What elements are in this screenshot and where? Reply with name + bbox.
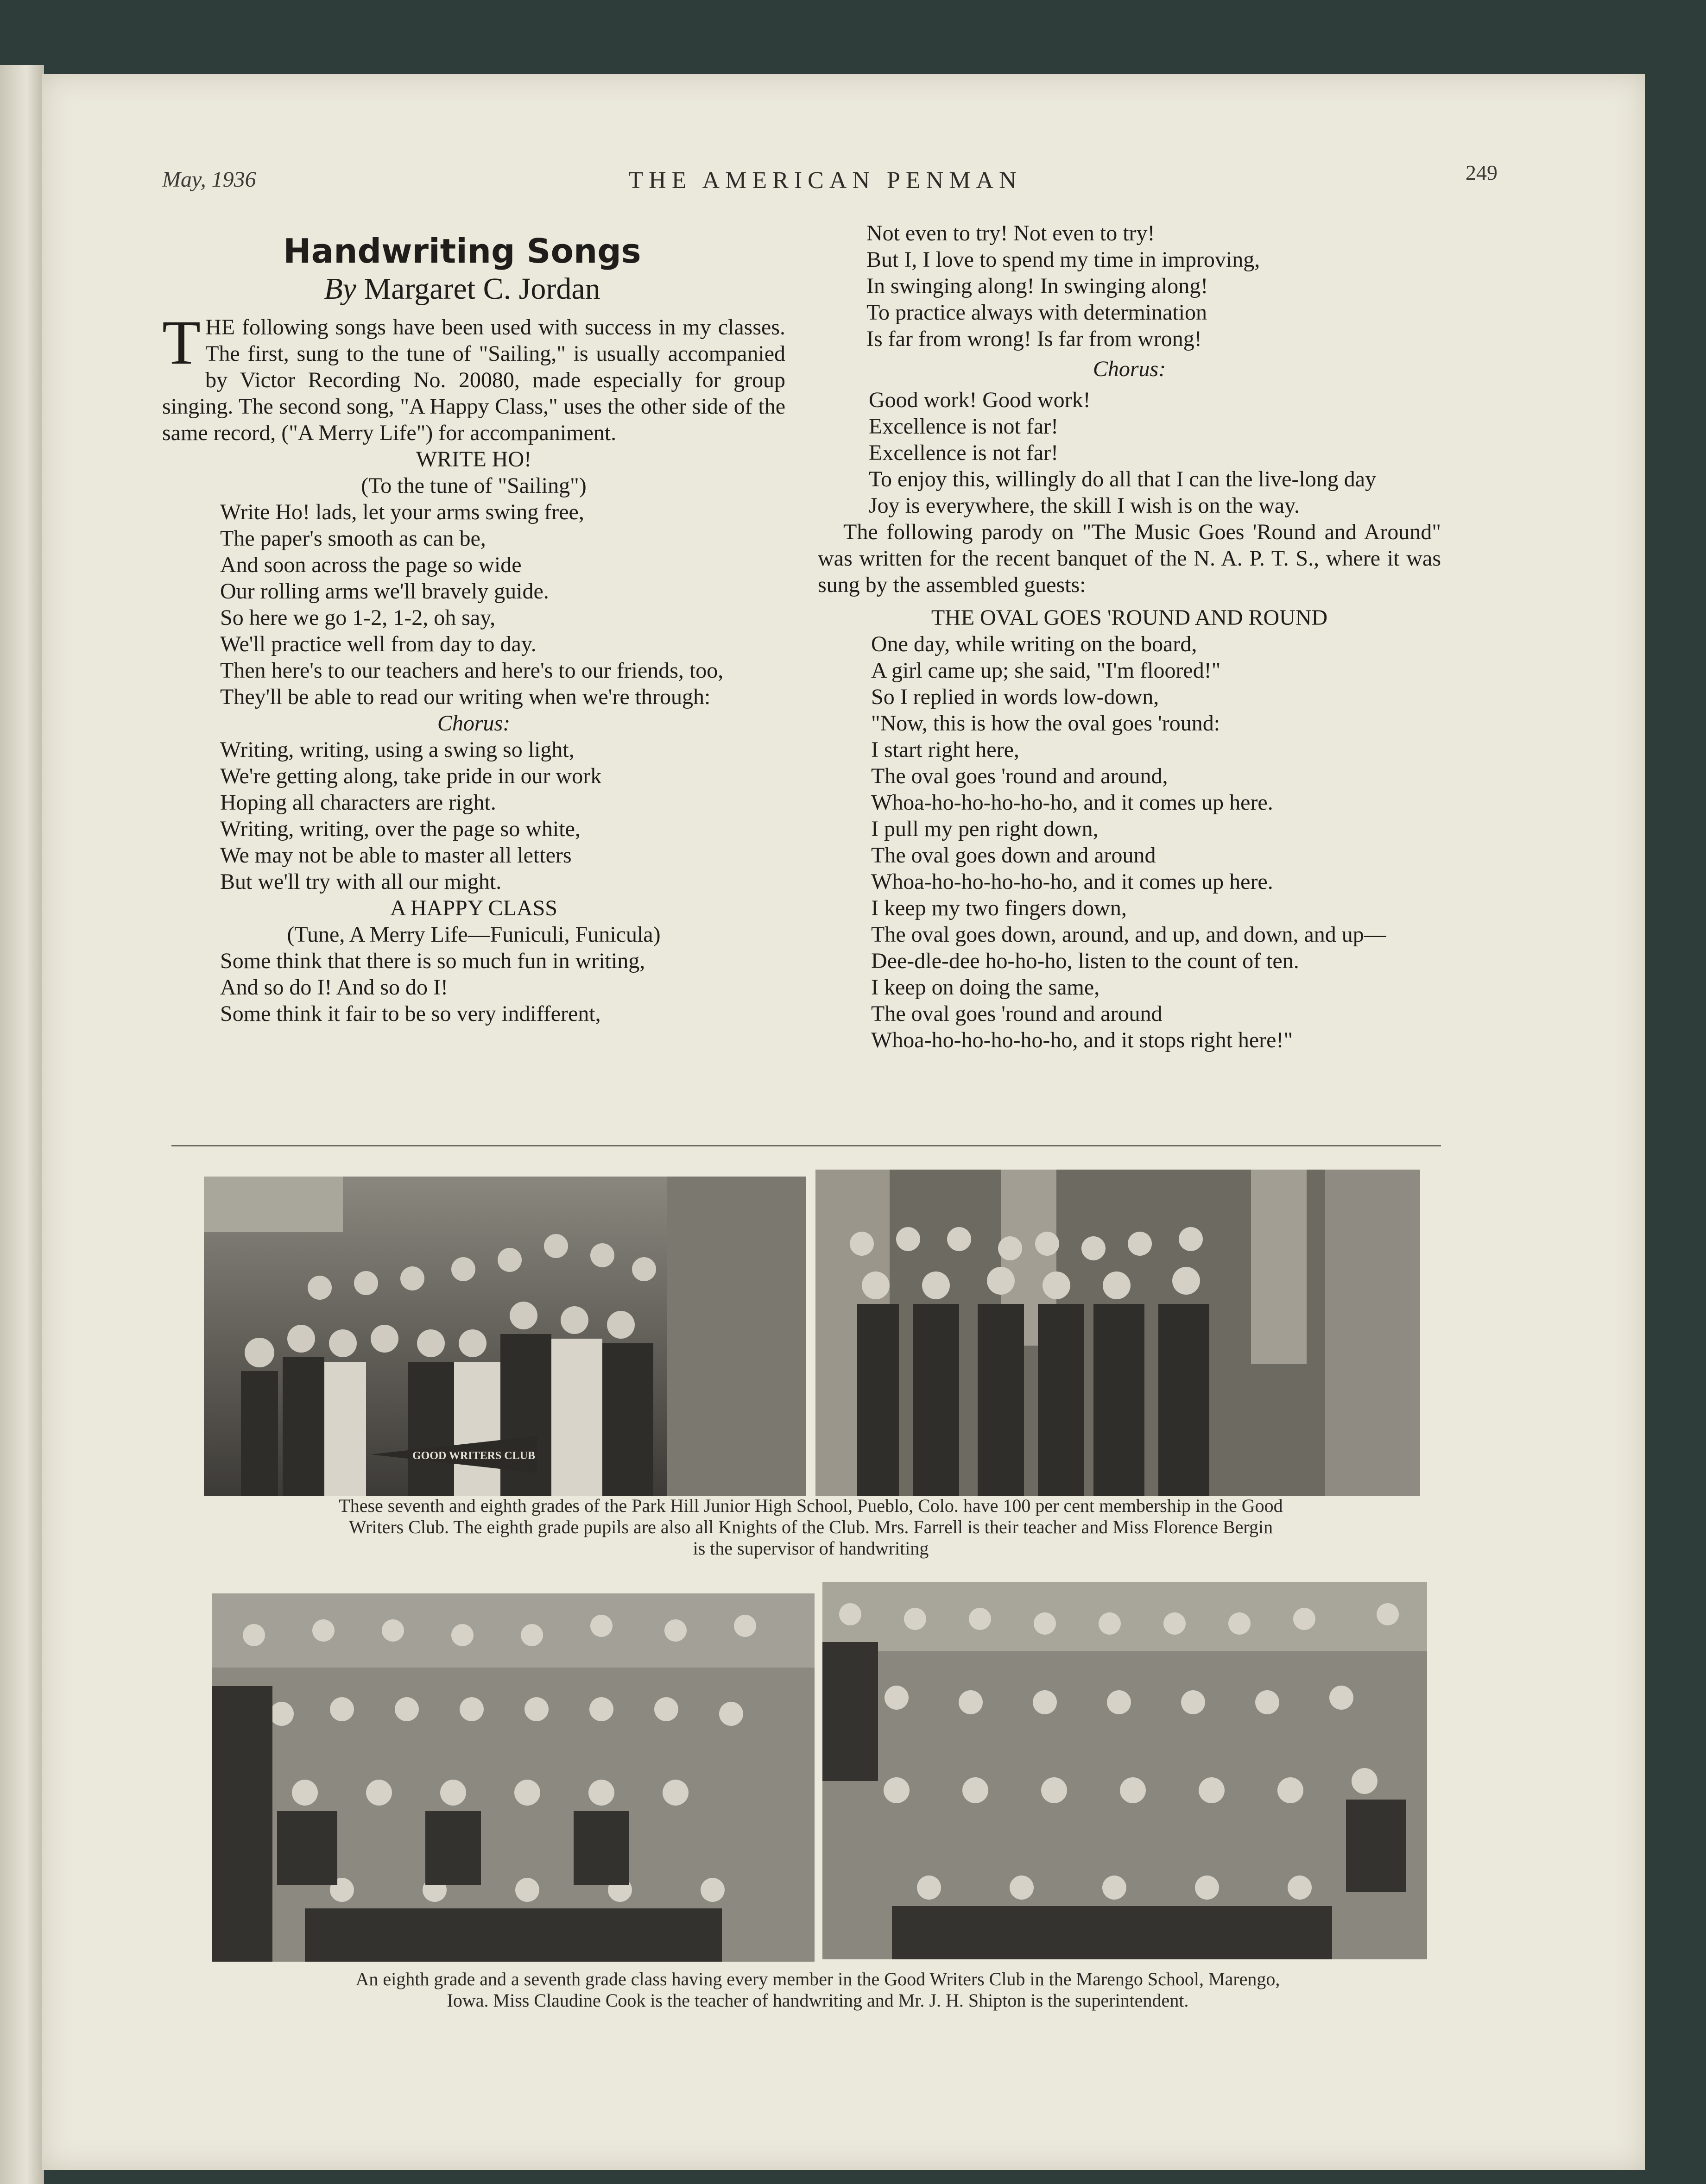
lyric-line: But I, I love to spend my time in improving, [866, 247, 1260, 272]
photo-group-students [204, 1177, 806, 1496]
left-column [162, 232, 785, 1027]
intro-paragraph [162, 308, 785, 446]
lyric-line: Excellence is not far! [869, 441, 1059, 465]
lyric-line: In swinging along! In swinging along! [866, 274, 1208, 298]
class-photo-marengo-left [212, 1593, 815, 1962]
lyric-line: A girl came up; she said, "I'm floored!" [871, 658, 1221, 683]
magazine-title: THE AMERICAN PENMAN [628, 167, 1022, 194]
caption-line: Iowa. Miss Claudine Cook is the teacher of handwriting and Mr. J. H. Shipton is the superintendent. [447, 1990, 1189, 2011]
lyric-line: Some think it fair to be so very indifferent, [220, 1001, 601, 1026]
lyric-line: Excellence is not far! [869, 414, 1059, 439]
page-number: 249 [1466, 161, 1497, 184]
right-column [818, 220, 1441, 1053]
lyric-line: They'll be able to read our writing when we're through: [220, 685, 711, 709]
lyric-line: The oval goes 'round and around, [871, 764, 1168, 788]
lyric-line: So I replied in words low-down, [871, 685, 1159, 709]
photo-caption-marengo [211, 1969, 1425, 2011]
parody-intro: The following parody on "The Music Goes 'Round and Around" was written for the recent banquet of the N. A. P. T. S., where it was sung by the assembled guests: [818, 520, 1441, 597]
lyric-line: I pull my pen right down, [871, 817, 1099, 841]
lyric-line: I keep my two fingers down, [871, 896, 1127, 920]
byline [139, 271, 785, 308]
byline-prefix: By [324, 272, 356, 306]
intro-text: HE following songs have been used with success in my classes. The first, sung to the tune of "Sailing," is usually accompanied by Victor Recording No. 20080, made especially for group singing. The second song, "A Happy Class," uses the other side of the same record, ("A Merry Life") for accompaniment. [162, 315, 785, 445]
lyric-line: "Now, this is how the oval goes 'round: [871, 711, 1220, 736]
lyric-line: Joy is everywhere, the skill I wish is on the way. [869, 493, 1300, 518]
lyric-line: Whoa-ho-ho-ho-ho-ho, and it stops right here!" [871, 1028, 1293, 1052]
lyric-line: But we'll try with all our might. [220, 869, 502, 894]
lyric-line: I keep on doing the same, [871, 975, 1100, 1000]
article-title: Handwriting Songs [283, 232, 641, 271]
lyric-line: Not even to try! Not even to try! [866, 221, 1155, 245]
song-title-happy-class: A HAPPY CLASS [390, 896, 557, 920]
lyric-line: Some think that there is so much fun in writing, [220, 949, 645, 973]
lyric-line: Dee-dle-dee ho-ho-ho, listen to the count of ten. [871, 949, 1299, 973]
lyric-line: Is far from wrong! Is far from wrong! [866, 327, 1202, 351]
song-chorus [162, 736, 785, 895]
binding-spine [0, 65, 44, 2184]
chorus-label: Chorus: [1093, 357, 1166, 381]
lyric-line: I start right here, [871, 737, 1019, 762]
lyric-line: We'll practice well from day to day. [220, 632, 537, 656]
lyric-line: Hoping all characters are right. [220, 790, 496, 815]
song-verse [162, 499, 785, 710]
lyric-line: Writing, writing, over the page so white, [220, 817, 581, 841]
class-photo-park-hill-left [204, 1177, 806, 1496]
lyric-line: The paper's smooth as can be, [220, 526, 486, 551]
pennant-label: GOOD WRITERS CLUB [412, 1450, 535, 1462]
drop-cap: T [162, 308, 201, 378]
caption-line: These seventh and eighth grades of the Park Hill Junior High School, Pueblo, Colo. have 100 per cent membership in the Good [339, 1495, 1283, 1516]
lyric-line: Write Ho! lads, let your arms swing free, [220, 500, 584, 524]
song-verse [162, 948, 785, 1027]
section-divider [171, 1145, 1441, 1146]
author-name: Margaret C. Jordan [364, 272, 600, 306]
song-tune: (To the tune of "Sailing") [361, 473, 587, 498]
lyric-line: To enjoy this, willingly do all that I can the live-long day [869, 467, 1377, 491]
photo-group-class [212, 1593, 815, 1962]
song-chorus [818, 387, 1441, 519]
lyric-line: Then here's to our teachers and here's to our friends, too, [220, 658, 724, 683]
lyric-line: The oval goes down, around, and up, and down, and up— [871, 922, 1386, 947]
caption-line: is the supervisor of handwriting [693, 1538, 929, 1559]
lyric-line: And so do I! And so do I! [220, 975, 448, 1000]
lyric-line: The oval goes 'round and around [871, 1001, 1163, 1026]
song-verse [818, 631, 1441, 1053]
class-photo-park-hill-right [815, 1170, 1420, 1496]
photo-group-girls [815, 1170, 1420, 1496]
lyric-line: To practice always with determination [866, 300, 1207, 325]
song-tune: (Tune, A Merry Life—Funiculi, Funicula) [287, 922, 661, 947]
lyric-line: Whoa-ho-ho-ho-ho-ho, and it comes up here. [871, 869, 1273, 894]
chorus-label: Chorus: [437, 711, 511, 736]
lyric-line: Our rolling arms we'll bravely guide. [220, 579, 549, 604]
caption-line: Writers Club. The eighth grade pupils are also all Knights of the Club. Mrs. Farrell is their teacher and Miss Florence Bergin [348, 1517, 1273, 1537]
lyric-line: One day, while writing on the board, [871, 632, 1197, 656]
song-title-oval: THE OVAL GOES 'ROUND AND ROUND [931, 605, 1328, 630]
lyric-line: And soon across the page so wide [220, 553, 522, 577]
song-title-write-ho: WRITE HO! [416, 447, 532, 472]
lyric-line: So here we go 1-2, 1-2, oh say, [220, 605, 496, 630]
lyric-line: We're getting along, take pride in our work [220, 764, 602, 788]
photo-group-class [822, 1582, 1427, 1959]
class-photo-marengo-right [822, 1582, 1427, 1959]
lyric-line: Good work! Good work! [869, 388, 1091, 412]
lyric-line: Whoa-ho-ho-ho-ho-ho, and it comes up here. [871, 790, 1273, 815]
song-verse-continued [818, 220, 1441, 352]
lyric-line: Writing, writing, using a swing so light, [220, 737, 575, 762]
lyric-line: The oval goes down and around [871, 843, 1156, 868]
header-date: May, 1936 [162, 167, 256, 192]
photo-caption-park-hill [204, 1495, 1418, 1559]
running-header [162, 161, 1497, 199]
lyric-line: We may not be able to master all letters [220, 843, 572, 868]
caption-line: An eighth grade and a seventh grade class having every member in the Good Writers Club in the Marengo School, Marengo, [355, 1969, 1280, 1989]
